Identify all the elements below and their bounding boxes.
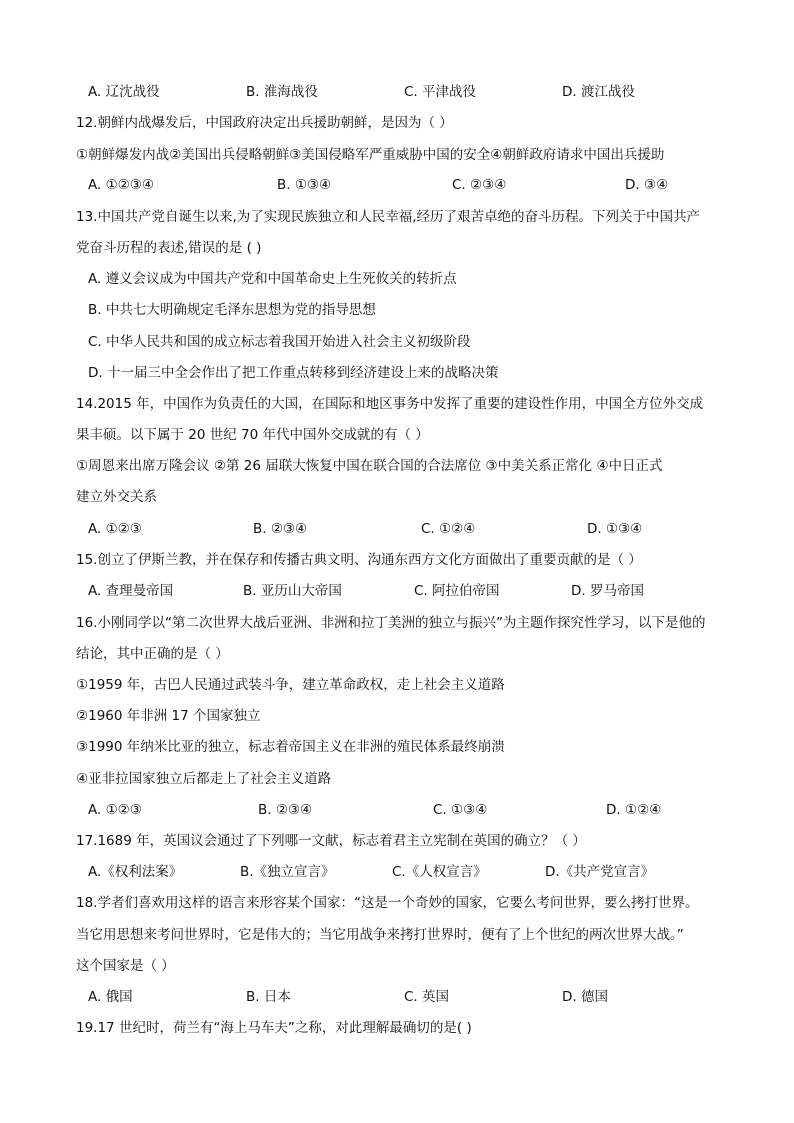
q14-items-line-2: 建立外交关系 <box>76 489 157 505</box>
q11-option-c[interactable]: C. 平津战役 <box>404 84 477 100</box>
q18-option-b[interactable]: B. 日本 <box>246 989 291 1005</box>
q16-option-a[interactable]: A. ①②③ <box>88 802 142 818</box>
q14-stem-line-2: 果丰硕。以下属于 20 世纪 70 年代中国外交成就的有（ ） <box>76 427 429 443</box>
q18-stem-line-1: 18.学者们喜欢用这样的语言来形容某个国家：“这是一个奇妙的国家，它要么考问世界，要么拷打世界。 <box>76 895 699 911</box>
q11-option-a[interactable]: A. 辽沈战役 <box>88 84 160 100</box>
q17-option-a[interactable]: A.《权利法案》 <box>88 864 183 880</box>
q16-stem-line-1: 16.小刚同学以“第二次世界大战后亚洲、非洲和拉丁美洲的独立与振兴”为主题作探究性学习，以下是他的 <box>76 615 706 631</box>
q13-option-b[interactable]: B. 中共七大明确规定毛泽东思想为党的指导思想 <box>88 302 376 318</box>
q19-stem: 19.17 世纪时，荷兰有“海上马车夫”之称，对此理解最确切的是( ) <box>76 1020 472 1036</box>
q18-stem-line-2: 当它用思想来考问世界时，它是伟大的；当它用战争来拷打世界时，便有了上个世纪的两次世界大战。” <box>76 927 684 943</box>
q13-option-c[interactable]: C. 中华人民共和国的成立标志着我国开始进入社会主义初级阶段 <box>88 334 471 350</box>
q16-item-3: ③1990 年纳米比亚的独立，标志着帝国主义在非洲的殖民体系最终崩溃 <box>76 739 505 755</box>
q16-option-d[interactable]: D. ①②④ <box>606 802 662 818</box>
q12-option-a[interactable]: A. ①②③④ <box>88 177 154 193</box>
q12-option-d[interactable]: D. ③④ <box>625 177 669 193</box>
q12-option-c[interactable]: C. ②③④ <box>452 177 507 193</box>
q18-option-d[interactable]: D. 德国 <box>562 989 608 1005</box>
q14-option-c[interactable]: C. ①②④ <box>421 521 476 537</box>
q11-option-d[interactable]: D. 渡江战役 <box>562 84 635 100</box>
q15-option-b[interactable]: B. 亚历山大帝国 <box>243 583 342 599</box>
q13-option-d[interactable]: D. 十一届三中全会作出了把工作重点转移到经济建设上来的战略决策 <box>88 365 499 381</box>
q15-option-a[interactable]: A. 查理曼帝国 <box>88 583 174 599</box>
q13-option-a[interactable]: A. 遵义会议成为中国共产党和中国革命史上生死攸关的转折点 <box>88 271 457 287</box>
q13-stem-line-1: 13.中国共产党自诞生以来,为了实现民族独立和人民幸福,经历了艰苦卓绝的奋斗历程。下列关于中国共产 <box>76 209 701 225</box>
q16-item-4: ④亚非拉国家独立后都走上了社会主义道路 <box>76 771 332 787</box>
q15-option-d[interactable]: D. 罗马帝国 <box>571 583 644 599</box>
q13-stem-line-2: 党奋斗历程的表述,错误的是 ( ) <box>76 240 262 256</box>
q16-option-c[interactable]: C. ①③④ <box>433 802 488 818</box>
q17-option-d[interactable]: D.《共产党宣言》 <box>545 864 655 880</box>
q16-option-b[interactable]: B. ②③④ <box>258 802 313 818</box>
q14-option-a[interactable]: A. ①②③ <box>88 521 142 537</box>
q15-option-c[interactable]: C. 阿拉伯帝国 <box>414 583 500 599</box>
q14-items-line-1: ①周恩来出席万隆会议 ②第 26 届联大恢复中国在联合国的合法席位 ③中美关系正常化 ④中日正式 <box>76 458 663 474</box>
q14-stem-line-1: 14.2015 年，中国作为负责任的大国，在国际和地区事务中发挥了重要的建设性作用，中国全方位外交成 <box>76 396 704 412</box>
q16-item-1: ①1959 年，古巴人民通过武装斗争，建立革命政权，走上社会主义道路 <box>76 677 505 693</box>
q17-option-c[interactable]: C.《人权宣言》 <box>392 864 487 880</box>
q16-stem-line-2: 结论，其中正确的是（ ） <box>76 646 229 662</box>
q17-stem: 17.1689 年，英国议会通过了下列哪一文献，标志着君主立宪制在英国的确立？（ ） <box>76 833 586 849</box>
q18-option-c[interactable]: C. 英国 <box>404 989 450 1005</box>
q12-items: ①朝鲜爆发内战②美国出兵侵略朝鲜③美国侵略军严重威胁中国的安全④朝鲜政府请求中国出兵援助 <box>76 147 665 163</box>
q14-option-b[interactable]: B. ②③④ <box>253 521 308 537</box>
q11-option-b[interactable]: B. 淮海战役 <box>246 84 318 100</box>
q15-stem: 15.创立了伊斯兰教，并在保存和传播古典文明、沟通东西方文化方面做出了重要贡献的是（ ） <box>76 552 642 568</box>
q18-stem-line-3: 这个国家是（ ） <box>76 958 175 974</box>
q12-stem: 12.朝鲜内战爆发后，中国政府决定出兵援助朝鲜，是因为（ ） <box>76 115 453 131</box>
q16-item-2: ②1960 年非洲 17 个国家独立 <box>76 708 261 724</box>
q12-option-b[interactable]: B. ①③④ <box>277 177 332 193</box>
q14-option-d[interactable]: D. ①③④ <box>587 521 643 537</box>
q18-option-a[interactable]: A. 俄国 <box>88 989 133 1005</box>
q17-option-b[interactable]: B.《独立宣言》 <box>240 864 335 880</box>
